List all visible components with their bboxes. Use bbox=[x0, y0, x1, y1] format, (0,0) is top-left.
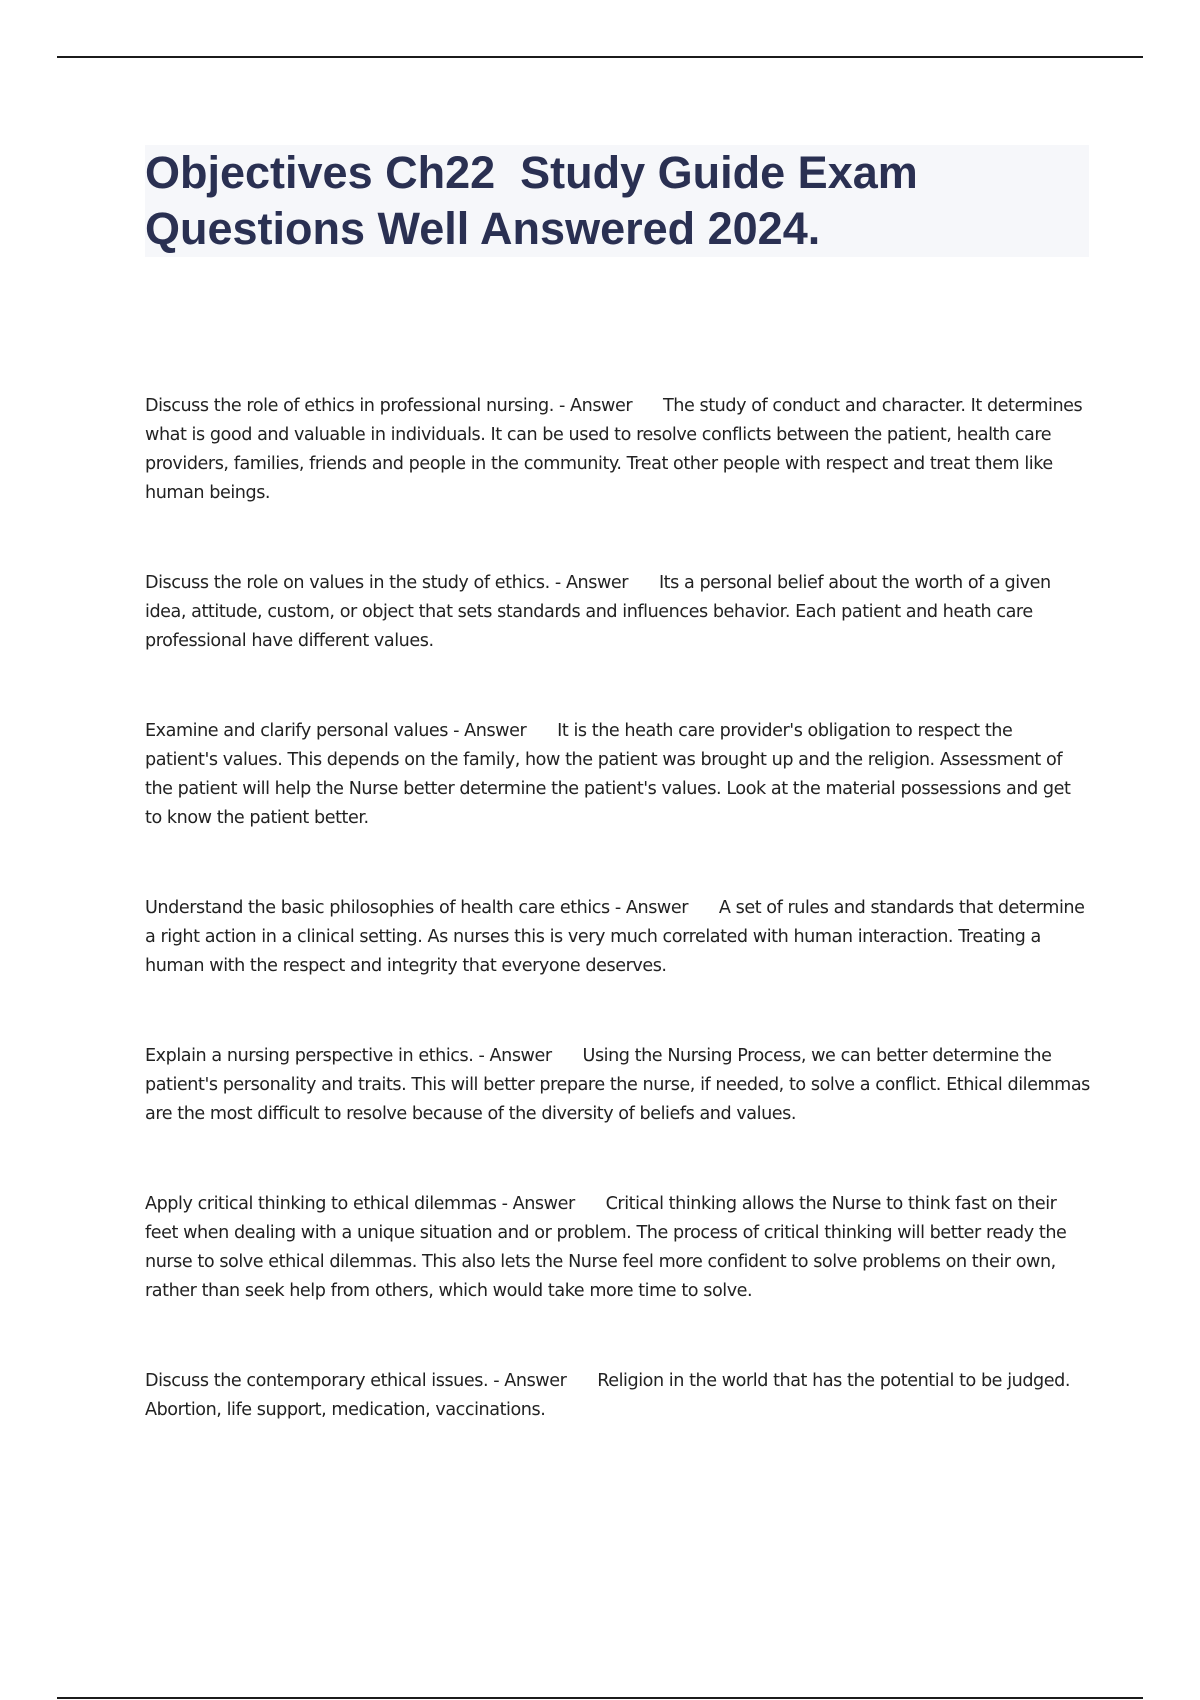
answer-text: A set of rules and standards that determine a right action in a clinical setting. As nurses this is very much correlated with human interaction. Treating a human with the respect and integrity that everyone deserves. bbox=[145, 898, 1090, 976]
question-text: Discuss the contemporary ethical issues. - Answer bbox=[145, 1371, 567, 1391]
qa-item bbox=[145, 569, 1090, 656]
question-text: Discuss the role of ethics in professional nursing. - Answer bbox=[145, 396, 633, 416]
question-text: Explain a nursing perspective in ethics. - Answer bbox=[145, 1046, 552, 1066]
qa-item bbox=[145, 1042, 1096, 1129]
qa-list bbox=[145, 392, 1096, 1486]
qa-item bbox=[145, 1190, 1090, 1306]
qa-item bbox=[145, 392, 1090, 508]
qa-item bbox=[145, 894, 1090, 981]
answer-text: It is the heath care provider's obligation to respect the patient's values. This depends on the family, how the patient was brought up and the religion. Assessment of the patient will help the Nurse better determine the patient's values. Look at the material possessions and get to know the patient better. bbox=[145, 721, 1076, 828]
bottom-rule bbox=[57, 1697, 1143, 1699]
title-banner bbox=[145, 145, 1089, 257]
qa-item bbox=[145, 1367, 1090, 1425]
question-text: Understand the basic philosophies of health care ethics - Answer bbox=[145, 898, 689, 918]
top-rule bbox=[57, 56, 1143, 58]
qa-item bbox=[145, 717, 1090, 833]
document-title: Objectives Ch22 Study Guide Exam Questions Well Answered 2024. bbox=[145, 147, 918, 254]
answer-text: Religion in the world that has the potential to be judged. Abortion, life support, medication, vaccinations. bbox=[145, 1371, 1076, 1420]
answer-text: Using the Nursing Process, we can better determine the patient's personality and traits. This will better prepare the nurse, if needed, to solve a conflict. Ethical dilemmas are the most difficult to resolve because of the diversity of beliefs and values. bbox=[145, 1046, 1096, 1124]
question-text: Apply critical thinking to ethical dilemmas - Answer bbox=[145, 1194, 575, 1214]
question-text: Discuss the role on values in the study of ethics. - Answer bbox=[145, 573, 629, 593]
answer-text: Critical thinking allows the Nurse to think fast on their feet when dealing with a unique situation and or problem. The process of critical thinking will better ready the nurse to solve ethical dilemmas. This also lets the Nurse feel more confident to solve problems on their own, rather than seek help from others, which would take more time to solve. bbox=[145, 1194, 1072, 1301]
answer-text: The study of conduct and character. It determines what is good and valuable in individuals. It can be used to resolve conflicts between the patient, health care providers, families, friends and people in the community. Treat other people with respect and treat them like human beings. bbox=[145, 396, 1088, 503]
answer-text: Its a personal belief about the worth of a given idea, attitude, custom, or object that sets standards and influences behavior. Each patient and heath care professional have different values. bbox=[145, 573, 1056, 651]
question-text: Examine and clarify personal values - Answer bbox=[145, 721, 527, 741]
